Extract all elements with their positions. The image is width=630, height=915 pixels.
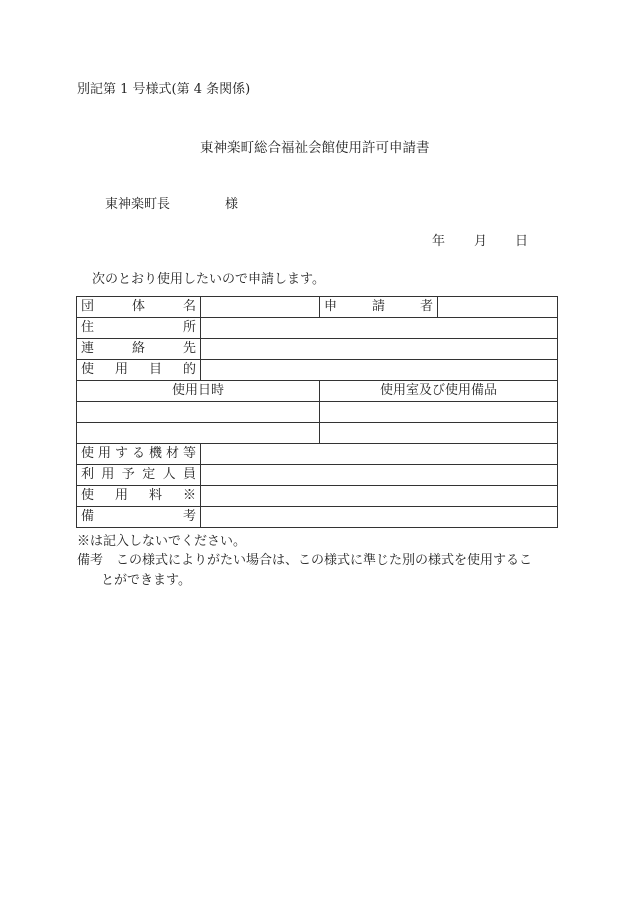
date-day-label: 日 bbox=[515, 234, 529, 249]
address-field[interactable] bbox=[201, 318, 558, 339]
applicant-label: 申請者 bbox=[320, 297, 438, 318]
table-row bbox=[77, 297, 558, 318]
date-year-label: 年 bbox=[432, 234, 446, 249]
intro-text: 次のとおり使用したいので申請します。 bbox=[92, 272, 325, 287]
contact-field[interactable] bbox=[201, 339, 558, 360]
remark-note-line1: 備考 この様式によりがたい場合は、この様式に準じた別の様式を使用するこ bbox=[77, 553, 533, 568]
asterisk-note: ※は記入しないでください。 bbox=[77, 534, 247, 549]
room-equipment-header: 使用室及び使用備品 bbox=[320, 381, 558, 402]
remarks-field[interactable] bbox=[201, 507, 558, 528]
table-row bbox=[77, 339, 558, 360]
table-row bbox=[77, 360, 558, 381]
purpose-field[interactable] bbox=[201, 360, 558, 381]
table-row bbox=[77, 402, 558, 423]
addressee-name: 東神楽町長 bbox=[105, 197, 171, 212]
usage-datetime-field[interactable] bbox=[77, 423, 320, 444]
applicant-field[interactable] bbox=[438, 297, 558, 318]
fee-label: 使用料※ bbox=[77, 486, 201, 507]
group-name-field[interactable] bbox=[201, 297, 320, 318]
table-row bbox=[77, 423, 558, 444]
expected-users-field[interactable] bbox=[201, 465, 558, 486]
form-number-label: 別記第 1 号様式(第 4 条関係) bbox=[77, 82, 251, 97]
remarks-label: 備考 bbox=[77, 507, 201, 528]
table-row bbox=[77, 486, 558, 507]
address-label: 住所 bbox=[77, 318, 201, 339]
date-month-label: 月 bbox=[474, 234, 488, 249]
table-row bbox=[77, 465, 558, 486]
expected-users-label: 利用予定人員 bbox=[77, 465, 201, 486]
usage-datetime-header: 使用日時 bbox=[77, 381, 320, 402]
table-row bbox=[77, 507, 558, 528]
remark-note-line2: とができます。 bbox=[101, 573, 191, 588]
table-row bbox=[77, 381, 558, 402]
contact-label: 連絡先 bbox=[77, 339, 201, 360]
usage-datetime-field[interactable] bbox=[77, 402, 320, 423]
group-name-label: 団体名 bbox=[77, 297, 201, 318]
table-row bbox=[77, 318, 558, 339]
room-equipment-field[interactable] bbox=[320, 423, 558, 444]
document-title: 東神楽町総合福祉会館使用許可申請書 bbox=[200, 140, 430, 156]
equipment-label: 使用する機材等 bbox=[77, 444, 201, 465]
table-row bbox=[77, 444, 558, 465]
room-equipment-field[interactable] bbox=[320, 402, 558, 423]
equipment-field[interactable] bbox=[201, 444, 558, 465]
application-form-table bbox=[76, 296, 558, 528]
purpose-label: 使用目的 bbox=[77, 360, 201, 381]
fee-field bbox=[201, 486, 558, 507]
addressee-honorific: 様 bbox=[225, 197, 239, 212]
